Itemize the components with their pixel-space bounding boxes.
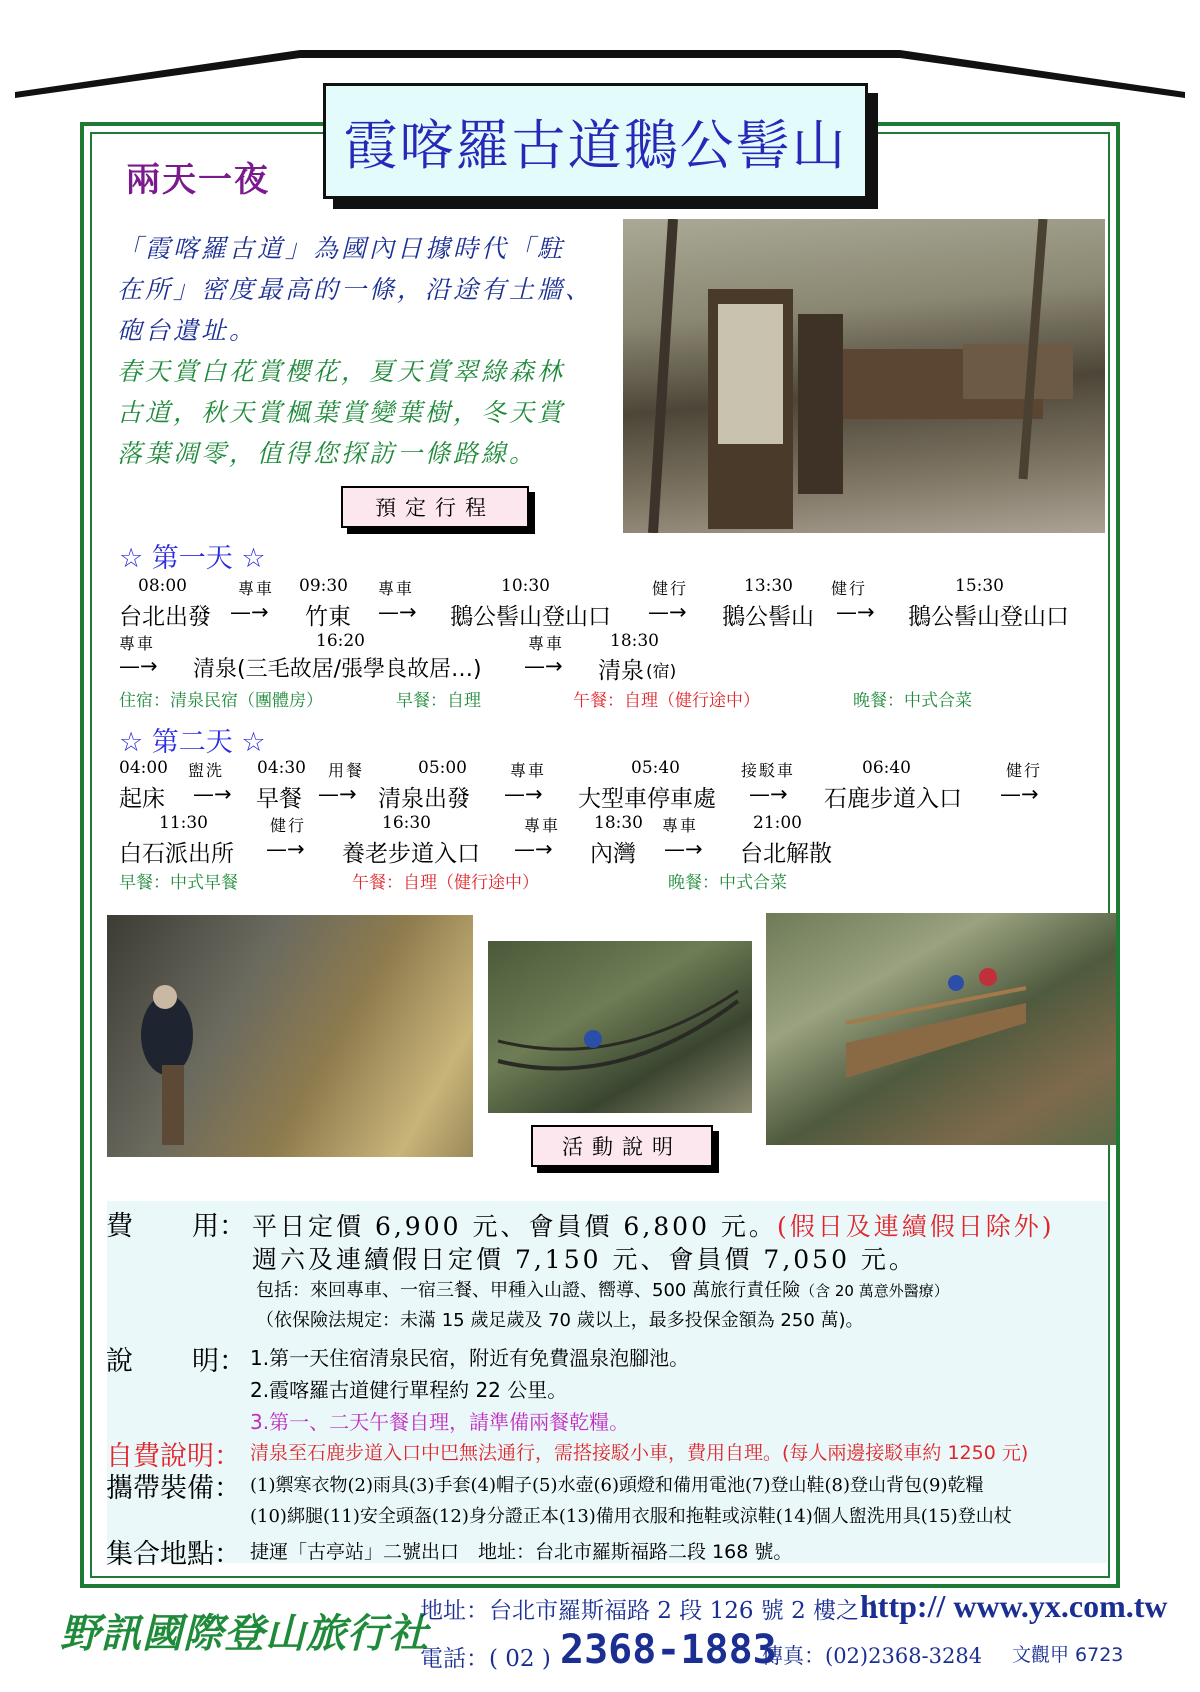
gear-list: (1)禦寒衣物(2)雨具(3)手套(4)帽子(5)水壺(6)頭燈和備用電池(7)登山鞋(8)登山背包(9)乾糧 (250, 1475, 984, 1496)
arrow-icon: —→ (1000, 782, 1039, 806)
day1-transport: 專車 (528, 634, 565, 653)
fee-label: 用： (192, 1211, 246, 1242)
fee-label: 費 (106, 1211, 133, 1242)
day1-lunch: 午餐：自理（健行途中） (573, 691, 760, 711)
gear-list: (10)綁腿(11)安全頭盔(12)身分證正本(13)備用衣服和拖鞋或涼鞋(14)個人盥洗用具(15)登山杖 (250, 1506, 1012, 1527)
day2-place: 清泉出發 (378, 786, 470, 812)
day2-transport: 用餐 (328, 761, 365, 780)
arrow-icon: —→ (230, 600, 269, 624)
self-pay-text: 清泉至石鹿步道入口中巴無法通行，需搭接駁小車，費用自理。(每人兩邊接駁車約 1250 元) (250, 1442, 1029, 1464)
note-label: 明： (192, 1346, 246, 1377)
day2-transport: 專車 (510, 761, 547, 780)
day2-time: 04:00 (119, 758, 168, 778)
day1-time: 13:30 (744, 576, 793, 596)
day1-place: 清泉 (598, 658, 644, 684)
day1-heading: ☆ 第一天 ☆ (119, 543, 266, 574)
day2-place: 起床 (119, 786, 165, 812)
day1-transport: 健行 (652, 579, 689, 598)
day2-time: 05:00 (418, 758, 467, 778)
intro-text (117, 228, 597, 474)
activity-tab: 活動說明 (531, 1125, 713, 1167)
day2-transport: 接駁車 (741, 761, 796, 780)
arrow-icon: —→ (514, 837, 553, 861)
arrow-icon: —→ (318, 782, 357, 806)
day1-dinner: 晚餐：中式合菜 (853, 691, 972, 711)
insurance-note: （依保險法規定：未滿 15 歲足歲及 70 歲以上，最多投保金額為 250 萬)。 (256, 1310, 864, 1331)
phone-label: 電話：( 02 ) (420, 1646, 551, 1672)
day1-place: 台北出發 (119, 604, 211, 630)
day1-transport: 專車 (378, 579, 415, 598)
day2-time: 16:30 (382, 813, 431, 833)
day1-transport: 專車 (238, 579, 275, 598)
fee-line-2: 週六及連續假日定價 7,150 元、會員價 7,050 元。 (252, 1245, 917, 1274)
license-number: 文觀甲 6723 (1012, 1644, 1124, 1666)
fee-weekday: 平日定價 6,900 元、會員價 6,800 元。 (252, 1212, 777, 1241)
day2-transport: 健行 (1006, 761, 1043, 780)
day2-transport: 健行 (270, 816, 307, 835)
arrow-icon: —→ (266, 837, 305, 861)
photo-hiker-cliff (107, 915, 473, 1157)
arrow-icon: —→ (504, 782, 543, 806)
day2-place: 台北解散 (740, 841, 832, 867)
day1-time: 08:00 (138, 576, 187, 596)
day2-place: 養老步道入口 (342, 841, 480, 867)
note-item: 2.霞喀羅古道健行單程約 22 公里。 (250, 1378, 568, 1402)
day1-time: 15:30 (955, 576, 1004, 596)
arrow-icon: —→ (749, 782, 788, 806)
arrow-icon: —→ (193, 782, 232, 806)
fax-number: 傳真：(02)2368-3284 (762, 1644, 983, 1668)
note-label: 說 (106, 1346, 133, 1377)
intro-line: 砲台遺址。 (117, 316, 258, 345)
day1-time: 16:20 (316, 631, 365, 651)
day1-place: 竹東 (305, 604, 351, 630)
title-box (323, 83, 868, 199)
day1-place: 鵝公髻山 (722, 604, 814, 630)
intro-line: 春天賞白花賞櫻花，夏天賞翠綠森林 (117, 357, 566, 386)
day2-place: 大型車停車處 (578, 786, 716, 812)
day1-time: 09:30 (299, 576, 348, 596)
page-title: 霞喀羅古道鵝公髻山 (343, 113, 848, 177)
day1-time: 18:30 (610, 631, 659, 651)
intro-line: 古道，秋天賞楓葉賞變葉樹，冬天賞 (117, 398, 566, 427)
day1-place: 鵝公髻山登山口 (450, 604, 611, 630)
arrow-icon: —→ (648, 600, 687, 624)
day2-place: 石鹿步道入口 (824, 786, 962, 812)
day2-time: 18:30 (594, 813, 643, 833)
company-logo: 野訊國際登山旅行社 (60, 1610, 429, 1657)
photo-wooden-bridge (766, 913, 1116, 1145)
schedule-tab: 預定行程 (341, 486, 529, 528)
intro-line: 「霞喀羅古道」為國內日據時代「駐 (117, 234, 566, 263)
day2-time: 06:40 (862, 758, 911, 778)
day1-breakfast: 早餐：自理 (396, 691, 481, 711)
day1-lodging: 住宿：清泉民宿（團體房） (119, 691, 323, 711)
arrow-icon: —→ (836, 600, 875, 624)
day1-transport: 健行 (831, 579, 868, 598)
day2-transport: 專車 (662, 816, 699, 835)
day2-time: 04:30 (257, 758, 306, 778)
note-item: 1.第一天住宿清泉民宿，附近有免費溫泉泡腳池。 (250, 1346, 690, 1370)
day2-transport: 盥洗 (188, 761, 225, 780)
arrow-icon: —→ (378, 600, 417, 624)
day1-transport: 專車 (119, 634, 156, 653)
day1-place: 清泉(三毛故居/張學良故居…) (193, 657, 482, 682)
day2-place: 內灣 (590, 841, 636, 867)
day2-time: 21:00 (753, 813, 802, 833)
meeting-label: 集合地點： (106, 1539, 241, 1570)
self-pay-label: 自費說明： (106, 1441, 241, 1472)
trip-duration: 兩天一夜 (126, 160, 270, 200)
company-address: 地址：台北市羅斯福路 2 段 126 號 2 樓之 1 (420, 1598, 881, 1624)
day2-transport: 專車 (524, 816, 561, 835)
arrow-icon: —→ (119, 654, 158, 678)
day2-breakfast: 早餐：中式早餐 (119, 873, 238, 893)
day2-place: 白石派出所 (119, 841, 234, 867)
day2-heading: ☆ 第二天 ☆ (119, 727, 266, 758)
day2-time: 11:30 (159, 813, 208, 833)
arrow-icon: —→ (524, 654, 563, 678)
fee-includes (256, 1276, 949, 1302)
day2-lunch: 午餐：自理（健行途中） (352, 873, 539, 893)
photo-baishi-station (623, 219, 1105, 533)
day1-time: 10:30 (501, 576, 550, 596)
meeting-text: 捷運「古亭站」二號出口 地址：台北市羅斯福路二段 168 號。 (250, 1541, 793, 1563)
intro-line: 落葉凋零，值得您探訪一條路線。 (117, 439, 538, 468)
fee-includes-main: 包括：來回專車、一宿三餐、甲種入山證、嚮導、500 萬旅行責任險 (256, 1280, 801, 1301)
arrow-icon: —→ (664, 837, 703, 861)
day1-place: 鵝公髻山登山口 (908, 604, 1069, 630)
fee-includes-note: （含 20 萬意外醫療） (800, 1282, 949, 1300)
gear-label: 攜帶裝備： (106, 1473, 241, 1504)
lodging-note: (宿) (646, 662, 677, 682)
day2-place: 早餐 (256, 786, 302, 812)
note-item: 3.第一、二天午餐自理，請準備兩餐乾糧。 (250, 1410, 630, 1434)
fee-line-1 (252, 1207, 1054, 1243)
company-website[interactable]: http:// www.yx.com.tw (860, 1588, 1168, 1624)
intro-line: 在所」密度最高的一條，沿途有土牆、 (117, 275, 594, 304)
day2-time: 05:40 (631, 758, 680, 778)
fee-exclusion: (假日及連續假日除外) (776, 1212, 1055, 1241)
photo-suspension-bridge (488, 941, 752, 1113)
day2-dinner: 晚餐：中式合菜 (668, 873, 787, 893)
phone-number: 2368-1883 (560, 1627, 777, 1673)
